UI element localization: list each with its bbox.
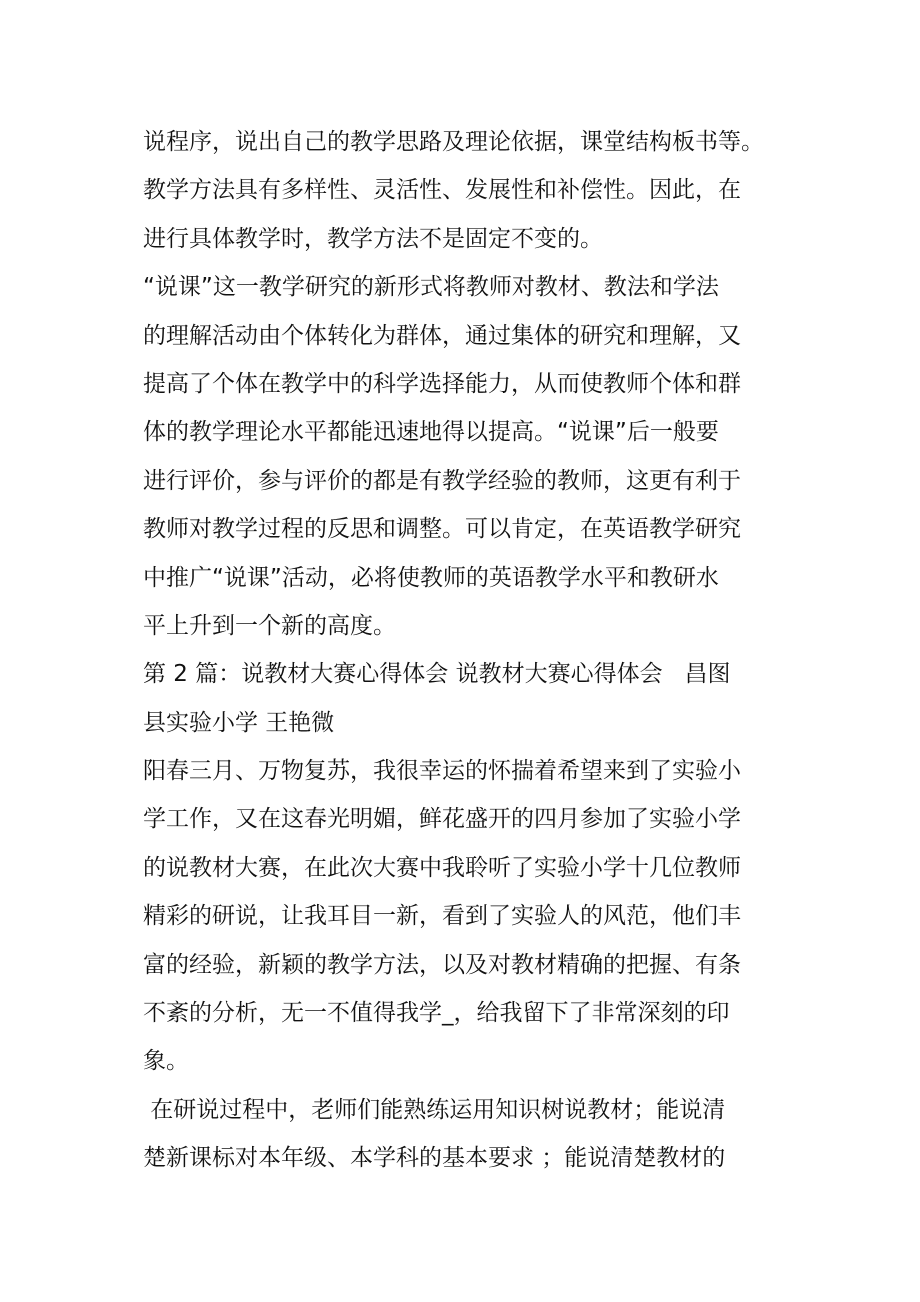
- text-line: 阳春三月、万物复苏，我很幸运的怀揣着希望来到了实验小: [143, 758, 741, 785]
- text-line: 在研说过程中，老师们能熟练运用知识树说教材；能说清: [143, 1096, 726, 1123]
- text-line: 的理解活动由个体转化为群体，通过集体的研究和理解，又: [143, 322, 741, 349]
- text-line: “说课”这一教学研究的新形式将教师对教材、教法和学法: [143, 274, 719, 301]
- text-line: 精彩的研说，让我耳目一新，看到了实验人的风范，他们丰: [143, 903, 741, 930]
- text-line: 进行具体教学时，教学方法不是固定不变的。: [143, 225, 603, 252]
- text-line: 不紊的分析，无一不值得我学_，给我留下了非常深刻的印: [143, 1000, 730, 1027]
- text-line: 中推广“说课”活动，必将使教师的英语教学水平和教研水: [143, 564, 719, 591]
- text-line: 楚新课标对本年级、本学科的基本要求 ；能说清楚教材的: [143, 1145, 726, 1172]
- text-line: 富的经验，新颖的教学方法，以及对教材精确的把握、有条: [143, 951, 741, 978]
- document-body: [143, 118, 783, 1183]
- section-heading-line: 第 2 篇：说教材大赛心得体会 说教材大赛心得体会 昌图: [143, 661, 731, 688]
- text-line: 教学方法具有多样性、灵活性、发展性和补偿性。因此，在: [143, 177, 741, 204]
- text-line: 体的教学理论水平都能迅速地得以提高。“说课”后一般要: [143, 419, 719, 446]
- text-line: 进行评价，参与评价的都是有教学经验的教师，这更有利于: [143, 467, 741, 494]
- text-line: 平上升到一个新的高度。: [143, 612, 396, 639]
- text-line: 的说教材大赛，在此次大赛中我聆听了实验小学十几位教师: [143, 854, 741, 881]
- text-line: 象。: [143, 1048, 189, 1075]
- text-line: 提高了个体在教学中的科学选择能力，从而使教师个体和群: [143, 370, 741, 397]
- section-heading-line: 县实验小学 王艳微: [143, 709, 335, 736]
- text-line: 教师对教学过程的反思和调整。可以肯定，在英语教学研究: [143, 516, 741, 543]
- text-line: 说程序，说出自己的教学思路及理论依据，课堂结构板书等。: [143, 129, 764, 155]
- text-line: 学工作，又在这春光明媚，鲜花盛开的四月参加了实验小学: [143, 806, 741, 833]
